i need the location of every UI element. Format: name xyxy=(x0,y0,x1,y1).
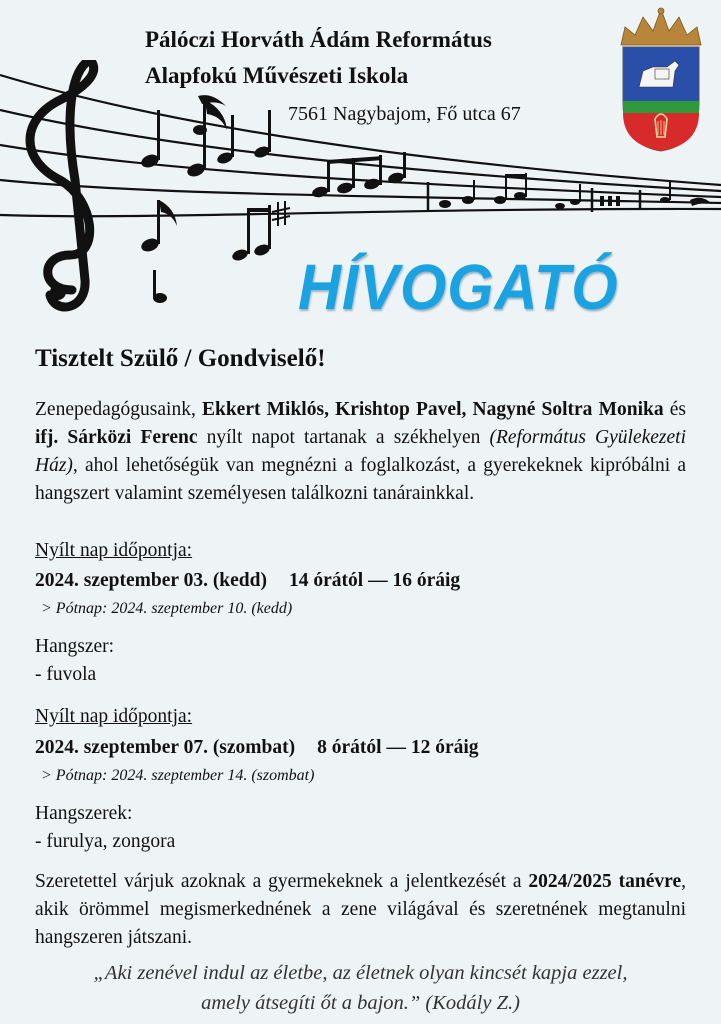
school-name-line1: Pálóczi Horváth Ádám Református xyxy=(145,27,492,52)
event2-instruments: - furulya, zongora xyxy=(35,831,176,852)
quote-line2: amely átsegíti őt a bajon.” (Kodály Z.) xyxy=(201,992,520,1014)
school-year: 2024/2025 tanévre xyxy=(528,871,682,892)
event1-instruments: - fuvola xyxy=(35,664,97,685)
kodaly-quote xyxy=(0,958,721,1018)
event2-label: Nyílt nap időpontja: xyxy=(35,706,193,727)
event2-makeup-date: > Pótnap: 2024. szeptember 14. (szombat) xyxy=(41,767,315,784)
venue-name: (Református Gyülekezeti Ház) xyxy=(35,427,686,476)
intro-text-pre: Zenepedagógusaink, xyxy=(35,399,196,420)
intro-text-mid: nyílt napot tartanak a székhelyen xyxy=(206,427,481,448)
school-name-line2: Alapfokú Művészeti Iskola xyxy=(145,63,409,88)
event1-label: Nyílt nap időpontja: xyxy=(35,540,193,561)
event1-date-row xyxy=(35,570,686,592)
school-address: 7561 Nagybajom, Fő utca 67 xyxy=(288,103,521,125)
closing-text-post: , akik örömmel megismerkednének a zene világával és szeretnének megtanulni hangszeren játszani. xyxy=(35,871,686,948)
greeting-heading: Tisztelt Szülő / Gondviselő! xyxy=(35,345,326,372)
event1-instrument-label: Hangszer: xyxy=(35,636,115,657)
intro-text-post: , ahol lehetőségük van megnézni a foglalkozást, a gyerekeknek kipróbálni a hangszert valamint személyesen találkozni tanárainkkal. xyxy=(35,455,686,504)
intro-text-and: és xyxy=(669,399,686,420)
event1-time: 14 órától — 16 óráig xyxy=(289,570,461,591)
closing-paragraph xyxy=(35,868,686,952)
quote-line1: „Aki zenével indul az életbe, az életnek olyan kincsét kapja ezzel, xyxy=(93,962,628,984)
event2-instrument-label: Hangszerek: xyxy=(35,803,133,824)
page-title: HÍVOGATÓ xyxy=(298,251,619,323)
teacher-names: Ekkert Miklós, Krishtop Pavel, Nagyné Soltra Monika xyxy=(201,399,664,420)
event2-time: 8 órától — 12 óráig xyxy=(317,737,479,758)
intro-paragraph xyxy=(35,396,686,508)
event2-date: 2024. szeptember 07. (szombat) xyxy=(35,737,296,758)
teacher-name-last: ifj. Sárközi Ferenc xyxy=(35,427,198,448)
event1-makeup-date: > Pótnap: 2024. szeptember 10. (kedd) xyxy=(41,600,293,617)
event1-date: 2024. szeptember 03. (kedd) xyxy=(35,570,267,591)
closing-text-pre: Szeretettel várjuk azoknak a gyermekeknek a jelentkezését a xyxy=(35,871,522,892)
event2-date-row xyxy=(35,737,686,759)
